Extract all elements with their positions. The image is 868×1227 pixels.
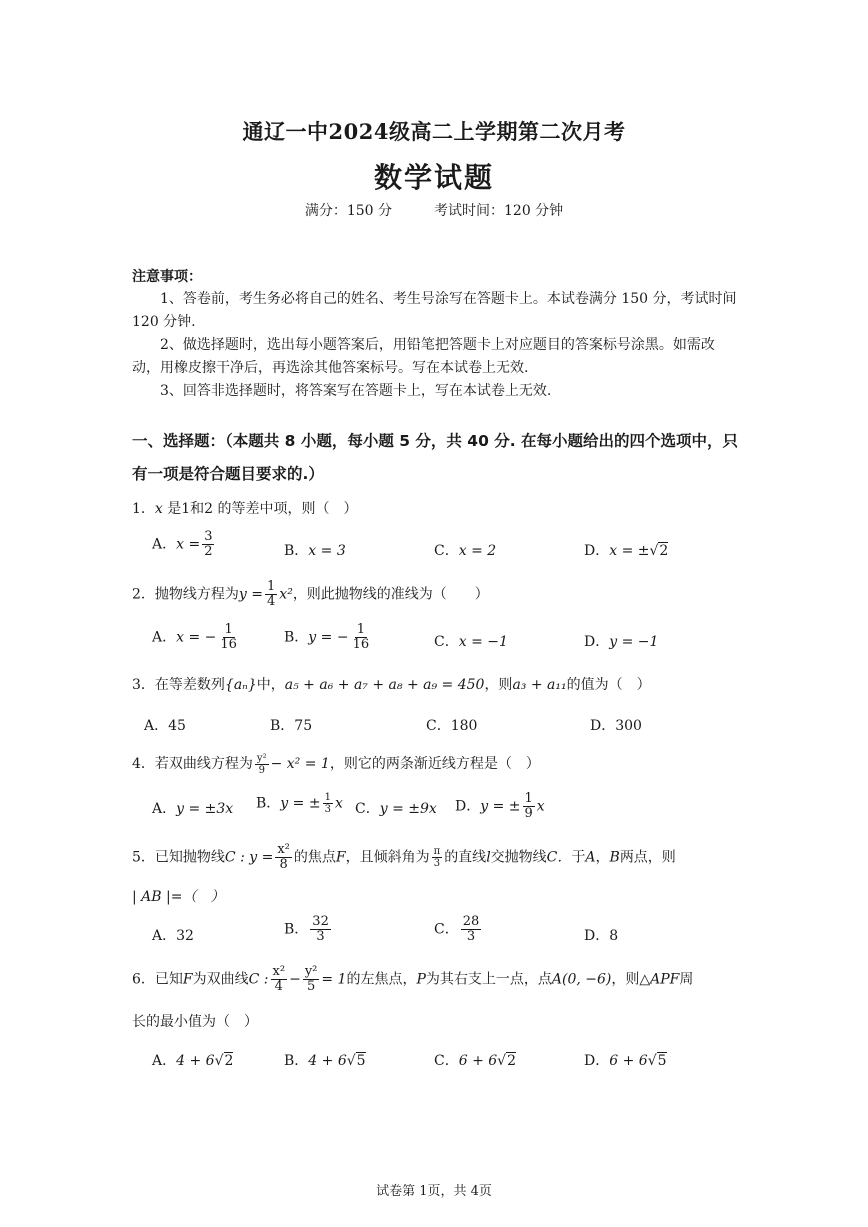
option-b: B．4 + 6√5: [284, 1053, 366, 1069]
question-5-line-2: | AB |=（ ）: [132, 889, 225, 905]
exam-time: 考试时间：120 分钟: [434, 203, 564, 219]
notice-item-2: 2、做选择题时，选出每小题答案后，用铅笔把答题卡上对应题目的答案标号涂黑。如需改动，用橡皮擦干净后，再选涂其他答案标号。写在本试卷上无效.: [132, 337, 715, 376]
question-6: 6．已知F为双曲线C : $\frac{\text{x²}}{4}$ − $\frac{\text{y²}}{5}$ = 1的左焦点，P为其右支上一点，点A(0, −6)，则△APF周: [132, 964, 694, 994]
section-1-title: 一、选择题：（本题共 8 小题，每小题 5 分，共 40 分. 在每小题给出的四个选项中，只有一项是符合题目要求的.）: [132, 432, 739, 483]
option-b: B．y = ± $\frac{1}{3}$ x: [256, 792, 343, 815]
question-1-options: [152, 528, 752, 572]
question-6-line-2: 长的最小值为（ ）: [132, 1014, 258, 1030]
exam-title: 通辽一中2024级高二上学期第二次月考: [242, 119, 626, 144]
question-2: 2．抛物线方程为y = $\frac{1}{4}$ x²，则此抛物线的准线为（ ）: [132, 579, 489, 609]
question-3: 3．在等差数列{aₙ}中，a₅ + a₆ + a₇ + a₈ + a₉ = 450，则a₃ + a₁₁的值为（ ）: [132, 677, 651, 693]
question-6-options: [152, 1050, 752, 1094]
option-a: A．x = $\frac{3}{2}$: [152, 529, 213, 559]
option-a: A．y = ±3x: [152, 801, 234, 817]
option-a: A．x = − $\frac{1}{16}$: [152, 622, 237, 652]
question-5-options: [152, 915, 752, 959]
question-2-options: [152, 621, 752, 665]
option-b: B．x = 3: [284, 543, 346, 559]
subject-title: 数学试题: [373, 161, 494, 194]
option-d: D．6 + 6√5: [584, 1053, 667, 1069]
option-b: B． $\frac{32}{3}$: [284, 914, 329, 944]
option-d: D．8: [584, 928, 619, 944]
option-c: C．6 + 6√2: [434, 1053, 517, 1069]
option-a: A．45: [144, 718, 186, 734]
notice-item-1: 1、答卷前，考生务必将自己的姓名、考生号涂写在答题卡上。本试卷满分 150 分，考试时间 120 分钟.: [132, 291, 737, 330]
option-a: A．32: [152, 928, 194, 944]
notice-item-3: 3、回答非选择题时，将答案写在答题卡上，写在本试卷上无效.: [160, 383, 552, 399]
option-d: D．y = −1: [584, 634, 659, 650]
question-5: 5．已知抛物线C : y = $\frac{\text{x²}}{8}$ 的焦点F，且倾斜角为 $\frac{\pi}{3}$ 的直线l交抛物线C．于A，B两点，则: [132, 842, 676, 872]
option-c: C．180: [426, 718, 478, 734]
option-d: D．y = ± $\frac{1}{9}$ x: [455, 791, 545, 821]
question-4-options: [152, 792, 752, 836]
option-d: D．x = ±√2: [584, 543, 669, 559]
option-c: C．x = 2: [434, 543, 497, 559]
option-c: C． $\frac{28}{3}$: [434, 914, 480, 944]
exam-info: [0, 200, 868, 220]
option-b: B．75: [270, 718, 313, 734]
option-b: B．y = − $\frac{1}{16}$: [284, 622, 370, 652]
option-d: D．300: [590, 718, 642, 734]
notice-heading: 注意事项：: [132, 269, 202, 285]
question-4: 4．若双曲线方程为 $\frac{\text{y²}}{9}$ − x² = 1，则它的两条渐近线方程是（ ）: [132, 752, 540, 776]
question-1: 1．x 是1和2 的等差中项，则（ ）: [132, 501, 358, 517]
full-score: 满分：150 分: [304, 203, 392, 219]
option-c: C．y = ±9x: [355, 801, 437, 817]
option-a: A．4 + 6√2: [152, 1053, 234, 1069]
page-footer: 试卷第 1页，共 4页: [376, 1184, 492, 1199]
option-c: C．x = −1: [434, 634, 508, 650]
